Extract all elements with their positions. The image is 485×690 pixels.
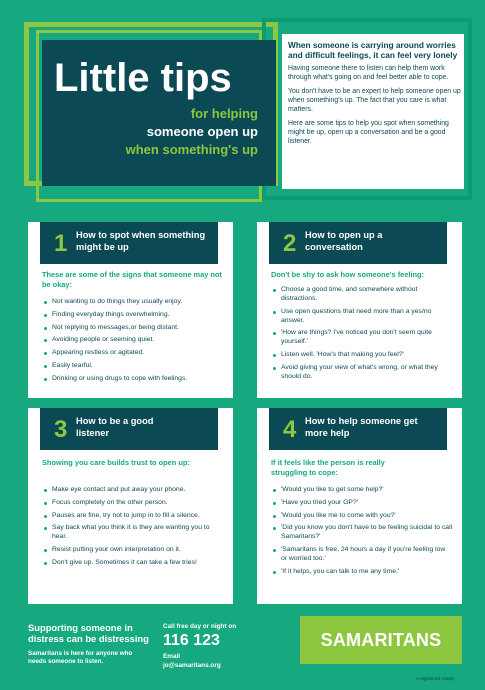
list-item: Don't give up. Sometimes it can take a few tries! bbox=[44, 559, 224, 568]
list-item: 'Have you tried your GP?' bbox=[273, 499, 453, 508]
section-title: How to spot when something might be up bbox=[76, 230, 206, 253]
list-item: Appearing restless or agitated. bbox=[44, 349, 230, 358]
list-item: Drinking or using drugs to cope with feelings. bbox=[44, 375, 230, 384]
list-item: Not replying to messages,or being distant. bbox=[44, 324, 230, 333]
list-item: Finding everyday things overwhelming. bbox=[44, 311, 230, 320]
intro-panel bbox=[282, 34, 464, 189]
charity-note: A registered charity bbox=[416, 676, 455, 681]
list-item: Not wanting to do things they usually enjoy. bbox=[44, 298, 230, 307]
call-label: Call free day or night on bbox=[163, 623, 237, 630]
page-title: Little tips bbox=[54, 56, 232, 100]
section-number: 1 bbox=[54, 230, 68, 257]
list-item: Resist putting your own interpretation on it. bbox=[44, 546, 224, 555]
section-card-3 bbox=[28, 408, 233, 604]
section-card-2 bbox=[257, 222, 462, 398]
intro-paragraph: You don't have to be an expert to help someone open up when something's up. The fact that you care is what matters. bbox=[288, 87, 461, 113]
list-item: 'Would you like me to come with you?' bbox=[273, 512, 453, 521]
section-subtitle: Showing you care builds trust to open up: bbox=[42, 458, 190, 467]
list-item: Focus completely on the other person. bbox=[44, 499, 224, 508]
section-list bbox=[273, 486, 453, 581]
list-item: Pauses are fine, try not to jump in to fill a silence. bbox=[44, 512, 224, 521]
list-item: Listen well. 'How's that making you feel?' bbox=[273, 351, 453, 360]
section-subtitle: If it feels like the person is really struggling to cope: bbox=[271, 458, 385, 477]
title-line-1: for helping bbox=[190, 106, 258, 121]
section-card-1 bbox=[28, 222, 233, 398]
list-item: Easily tearful. bbox=[44, 362, 230, 371]
section-title: How to be a good listener bbox=[76, 416, 154, 439]
section-number: 2 bbox=[283, 230, 297, 257]
section-title: How to open up a conversation bbox=[305, 230, 383, 253]
list-item: 'Would you like to get some help?' bbox=[273, 486, 453, 495]
email-label: Email bbox=[163, 653, 181, 660]
list-item: Avoiding people or seeming quiet. bbox=[44, 336, 230, 345]
footer-subtext: Samaritans is here for anyone who needs someone to listen. bbox=[28, 650, 133, 666]
section-list bbox=[44, 486, 224, 572]
list-item: 'Did you know you don't have to be feeling suicidal to call Samaritans?' bbox=[273, 524, 453, 542]
list-item: Make eye contact and put away your phone. bbox=[44, 486, 224, 495]
list-item: 'If it helps, you can talk to me any time.' bbox=[273, 568, 453, 577]
intro-paragraph: Having someone there to listen can help them work through what's going on and feel better able to cope. bbox=[288, 64, 449, 81]
title-line-2: someone open up bbox=[146, 124, 258, 139]
section-title: How to help someone get more help bbox=[305, 416, 418, 439]
section-subtitle: Don't be shy to ask how someone's feeling: bbox=[271, 270, 424, 279]
list-item: Avoid giving your view of what's wrong, or what they should do. bbox=[273, 364, 453, 382]
section-subtitle: These are some of the signs that someone may not be okay: bbox=[42, 270, 222, 289]
list-item: Say back what you think it is they are wanting you to hear. bbox=[44, 524, 224, 542]
title-line-3: when something's up bbox=[125, 142, 258, 157]
intro-paragraph: Here are some tips to help you spot when something might be up, open up a conversation and be a good listener. bbox=[288, 119, 449, 145]
intro-heading: When someone is carrying around worries and difficult feelings, it can feel very lonely bbox=[288, 40, 458, 61]
logo-text: SAMARITANS bbox=[320, 630, 442, 650]
section-list bbox=[273, 286, 453, 386]
section-number: 3 bbox=[54, 416, 68, 443]
section-list bbox=[44, 298, 230, 387]
samaritans-logo bbox=[300, 616, 462, 664]
list-item: Choose a good time, and somewhere without distractions. bbox=[273, 286, 453, 304]
title-panel bbox=[42, 40, 276, 186]
footer-heading: Supporting someone in distress can be distressing bbox=[28, 622, 149, 645]
phone-number[interactable]: 116 123 bbox=[163, 632, 220, 649]
list-item: 'Samaritans is free, 24 hours a day if you're feeling low or worried too.' bbox=[273, 546, 453, 564]
section-card-4 bbox=[257, 408, 462, 604]
section-number: 4 bbox=[283, 416, 297, 443]
email-link[interactable]: jo@samaritans.org bbox=[163, 662, 221, 669]
list-item: 'How are things? I've noticed you don't seem quite yourself.' bbox=[273, 329, 453, 347]
list-item: Use open questions that need more than a yes/no answer. bbox=[273, 308, 453, 326]
